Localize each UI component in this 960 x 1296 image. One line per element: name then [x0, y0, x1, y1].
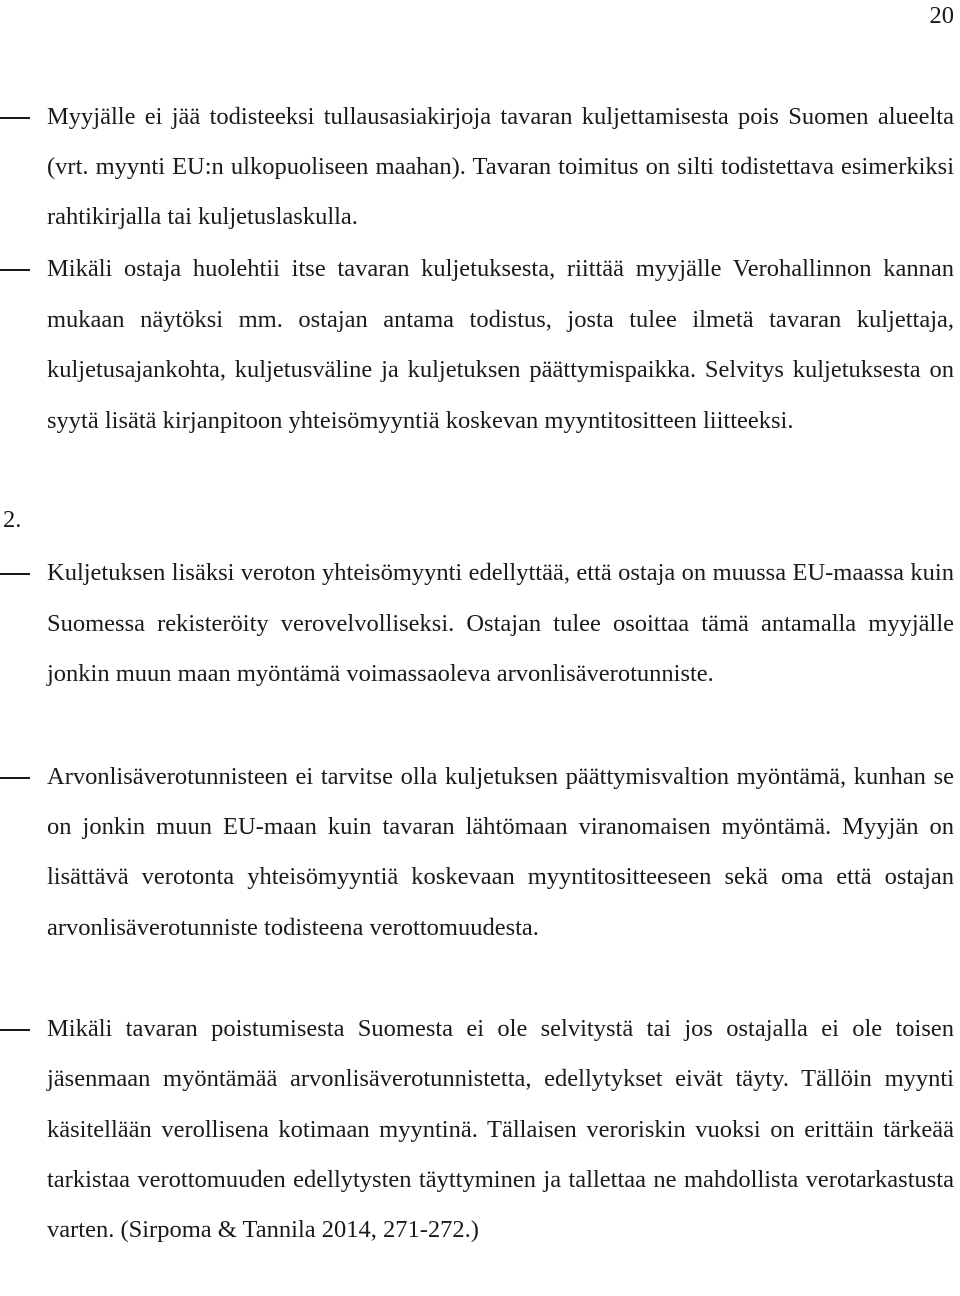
list-item-text: Myyjälle ei jää todisteeksi tullausasiakirjoja tavaran kuljettamisesta pois Suomen alueelta (vrt. myynti EU:n ulkopuoliseen maahan). Tavaran toimitus on silti todistettava esimerkiksi rahtikirjalla tai kuljetuslaskulla. — [47, 103, 954, 230]
dash-bullet-icon — [0, 573, 30, 575]
list-item-text: Kuljetuksen lisäksi veroton yhteisömyynti edellyttää, että ostaja on muussa EU-maassa kuin Suomessa rekisteröity verovelvolliseksi. Ostajan tulee osoittaa tämä antamalla myyjälle jonkin muun maan myöntämä voimassaoleva arvonlisäverotunniste. — [47, 559, 954, 687]
list-item-text: Mikäli ostaja huolehtii itse tavaran kuljetuksesta, riittää myyjälle Verohallinnon kannan mukaan näytöksi mm. ostajan antama todistus, josta tulee ilmetä tavaran kuljettaja, kuljetusajankohta, kuljetusväline ja kuljetuksen päättymispaikka. Selvitys kuljetuksesta on syytä lisätä kirjanpitoon yhteisömyyntiä koskevan myyntitositteen liitteeksi. — [47, 255, 954, 434]
dash-bullet-icon — [0, 117, 30, 119]
list-item-text: Mikäli tavaran poistumisesta Suomesta ei ole selvitystä tai jos ostajalla ei ole toisen jäsenmaan myöntämää arvonlisäverotunnistetta, edellytykset eivät täyty. Tällöin myynti käsitellään verollisena kotimaan myyntinä. Tällaisen veroriskin vuoksi on erittäin tärkeää tarkistaa verottomuuden edellytysten täyttyminen ja tallettaa ne mahdollista verotarkastusta varten. (Sirpoma & Tannila 2014, 271-272.) — [47, 1015, 954, 1244]
dash-bullet-icon — [0, 269, 30, 271]
dash-bullet-icon — [0, 1029, 30, 1031]
section-number: 2. — [3, 506, 22, 533]
dash-bullet-icon — [0, 777, 30, 779]
page-number: 20 — [929, 2, 954, 29]
list-item-text: Arvonlisäverotunnisteen ei tarvitse olla kuljetuksen päättymisvaltion myöntämä, kunhan se on jonkin muun EU-maan kuin tavaran lähtömaan viranomaisen myöntämä. Myyjän on lisättävä verotonta yhteisömyyntiä koskevaan myyntitositteeseen sekä oma että ostajan arvonlisäverotunniste todisteena verottomuudesta. — [47, 763, 954, 941]
